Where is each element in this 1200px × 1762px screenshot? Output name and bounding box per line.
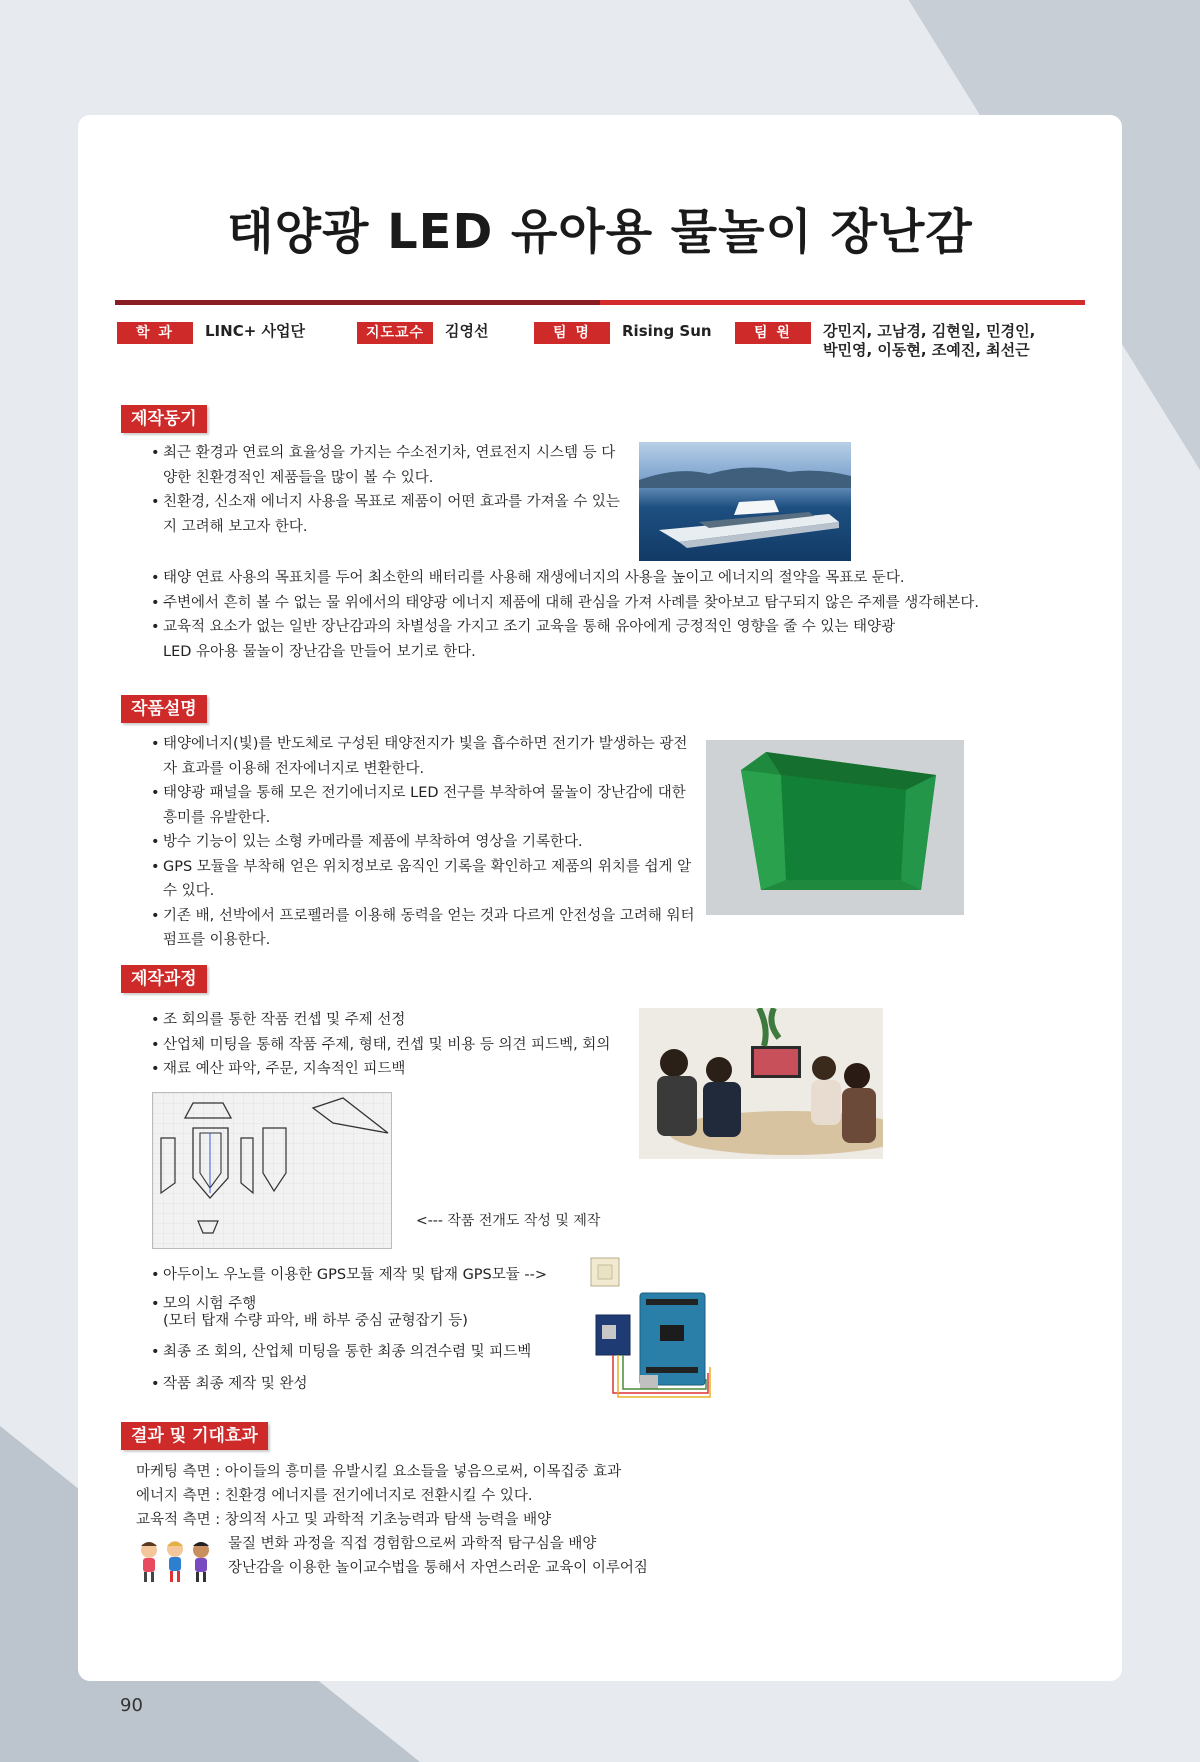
team-members-label: 팀 원 [735,322,811,344]
process-bullets-bottom [151,1263,591,1397]
description-bullets [151,732,696,953]
motivation-bullets-bottom [151,566,1071,664]
result-education: 교육적 측면 : 창의적 사고 및 과학적 기초능력과 탐색 능력을 배양 [136,1512,552,1528]
page-title: 태양광 LED 유아용 물놀이 장난감 [227,204,973,260]
test-drive-title: 모의 시험 주행 [163,1295,257,1312]
bullet-item: • 친환경, 신소재 에너지 사용을 목표로 제품이 어떤 효과를 가져올 수 있는지 고려해 보고자 한다. [151,490,626,539]
bullet-item: • 조 회의를 통한 작품 컨셉 및 주제 선정 [151,1008,641,1033]
meeting-illustration [639,1008,883,1159]
result-energy: 에너지 측면 : 친환경 에너지를 전기에너지로 전환시킬 수 있다. [136,1488,533,1504]
bullet-item: • 태양 연료 사용의 목표치를 두어 최소한의 배터리를 사용해 재생에너지의 사용을 높이고 에너지의 절약을 목표로 둔다. [151,566,1071,591]
bullet-item: • 주변에서 흔히 볼 수 없는 물 위에서의 태양광 에너지 제품에 대해 관심을 가져 사례를 찾아보고 탐구되지 않은 주제를 생각해본다. [151,591,1071,616]
department-label: 학 과 [117,322,193,344]
department-value: LINC+ 사업단 [205,322,305,340]
info-team-name [534,322,712,344]
section-heading-results: 결과 및 기대효과 [121,1422,268,1450]
kids-icon [135,1540,215,1584]
team-name-value: Rising Sun [622,322,712,340]
team-members-line: 박민영, 이동현, 조예진, 최선근 [823,341,1030,359]
motivation-bullets-top [151,441,626,539]
bullet-item: • 기존 배, 선박에서 프로펠러를 이용해 동력을 얻는 것과 다르게 안전성을 고려해 워터펌프를 이용한다. [151,904,696,953]
info-department [117,322,305,344]
bullet-item: • 교육적 요소가 없는 일반 장난감과의 차별성을 가지고 조기 교육을 통해 유아에게 긍정적인 영향을 줄 수 있는 태양광 LED 유아용 물놀이 장난감을 만들어 보기로 한다. [151,615,903,664]
bullet-item: • 최종 조 회의, 산업체 미팅을 통한 최종 의견수렴 및 피드벡 [151,1340,591,1365]
info-advisor [357,322,488,344]
section-heading-motivation: 제작동기 [121,405,207,433]
blueprint-illustration [153,1093,391,1248]
bullet-item: • 태양에너지(빛)를 반도체로 구성된 태양전지가 빛을 흡수하면 전기가 발생하는 광전자 효과를 이용해 전자에너지로 변환한다. [151,732,696,781]
solar-boat-illustration [639,442,851,561]
team-members-value [823,322,1035,360]
bullet-item: • GPS 모듈을 부착해 얻은 위치정보로 움직인 기록을 확인하고 제품의 위치를 쉽게 알 수 있다. [151,855,696,904]
bullet-item: • 최근 환경과 연료의 효율성을 가지는 수소전기차, 연료전지 시스템 등 다양한 친환경적인 제품들을 많이 볼 수 있다. [151,441,626,490]
arduino-gps-photo [588,1255,713,1400]
advisor-label: 지도교수 [357,322,433,344]
bullet-item: • 방수 기능이 있는 소형 카메라를 제품에 부착하여 영상을 기록한다. [151,830,696,855]
team-name-label: 팀 명 [534,322,610,344]
advisor-value: 김영선 [445,322,489,340]
test-drive-detail: (모터 탑재 수량 파악, 배 하부 중심 균형잡기 등) [163,1312,468,1329]
bullet-item-test-drive [151,1296,591,1330]
project-info-row [78,322,1122,382]
title-divider [115,300,1085,305]
result-education-line2: 물질 변화 과정을 직접 경험함으로써 과학적 탐구심을 배양 [228,1536,597,1552]
development-drawing-photo [152,1092,392,1249]
page-card [78,115,1122,1681]
result-education-line3: 장난감을 이용한 놀이교수법을 통해서 자연스러운 교육이 이루어짐 [228,1560,648,1576]
green-boat-model-photo [706,740,964,915]
drawing-caption: <--- 작품 전개도 작성 및 제작 [416,1213,601,1229]
solar-boat-photo [639,442,851,561]
section-heading-process: 제작과정 [121,965,207,993]
bullet-item: • 재료 예산 파악, 주문, 지속적인 피드백 [151,1057,641,1082]
green-boat-illustration [706,740,964,915]
team-meeting-photo [639,1008,883,1159]
team-members-line: 강민지, 고남경, 김현일, 민경인, [823,322,1036,340]
bullet-item: • 작품 최종 제작 및 완성 [151,1372,591,1397]
page-number: 90 [120,1695,143,1716]
arduino-illustration [588,1255,713,1400]
section-heading-description: 작품설명 [121,695,207,723]
result-marketing: 마케팅 측면 : 아이들의 흥미를 유발시킬 요소들을 넣음으로써, 이목집중 효과 [136,1464,622,1480]
process-bullets-top [151,1008,641,1082]
bullet-item: • 태양광 패널을 통해 모은 전기에너지로 LED 전구를 부착하여 물놀이 장난감에 대한 흥미를 유발한다. [151,781,696,830]
info-team-members [735,322,1035,360]
bullet-item: • 산업체 미팅을 통해 작품 주제, 형태, 컨셉 및 비용 등 의견 피드벡, 회의 [151,1033,641,1058]
bullet-item: • 아두이노 우노를 이용한 GPS모듈 제작 및 탑재 GPS모듈 --> [151,1263,591,1288]
